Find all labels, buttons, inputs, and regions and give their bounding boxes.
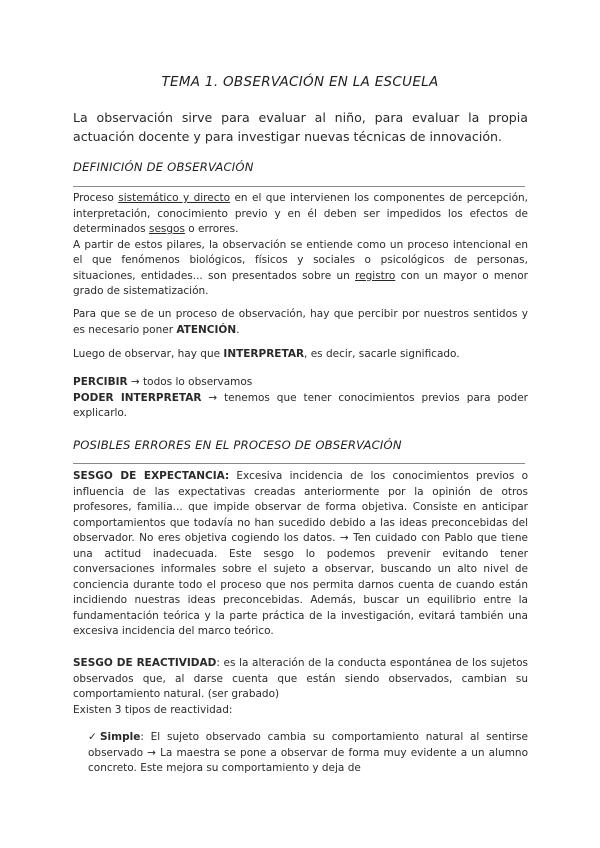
section-heading-definicion: DEFINICIÓN DE OBSERVACIÓN — [73, 160, 254, 174]
underlined-term: sesgos — [148, 223, 185, 235]
interpret-paragraph: Luego de observar, hay que INTERPRETAR, es decir, sacarle significado. — [73, 348, 460, 360]
underlined-term: sistemático y directo — [118, 192, 231, 204]
definition-paragraph: Proceso sistemático y directo en el que intervienen los componentes de percepción, interpretación, conocimiento previo y en él deben ser impedidos los efectos de determinados sesgos o errores. — [73, 192, 528, 235]
section-divider — [73, 463, 525, 464]
percibir-line: PERCIBIR → todos lo observamos — [73, 376, 253, 388]
reactividad-types-line: Existen 3 tipos de reactividad: — [73, 703, 233, 716]
intro-paragraph: La observación sirve para evaluar al niño, para evaluar la propia actuación docente y para investigar nuevas técnicas de innovación. — [73, 110, 528, 144]
sesgo-reactividad-paragraph: SESGO DE REACTIVIDAD: es la alteración de la conducta espontánea de los sujetos observados que, al darse cuenta que están siendo observados, cambian su comportamiento natural. (ser grabado) Existen 3 tipos de reactividad: — [73, 656, 528, 718]
underlined-term: registro — [355, 269, 396, 282]
pillars-paragraph: A partir de estos pilares, la observación se entiende como un proceso intencional en el que fenómenos biológicos, físicos y sociales o psicológicos de personas, situaciones, entidades... son presentados sobre un registro con un mayor o menor grado de sistematización. — [73, 238, 528, 297]
attention-paragraph: Para que se de un proceso de observación, hay que percibir por nuestros sentidos y es necesario poner ATENCIÓN. — [73, 308, 528, 336]
list-item: ✓ Simple: El sujeto observado cambia su comportamiento natural al sentirse observado → La maestra se pone a observar de forma muy evidente a un alumno concreto. Este mejora su comportamiento y deja de — [88, 731, 528, 774]
interpretar-line: PODER INTERPRETAR → tenemos que tener conocimientos previos para poder explicarlo. — [73, 391, 528, 419]
percibir-lines — [73, 375, 528, 422]
section-heading-errores: POSIBLES ERRORES EN EL PROCESO DE OBSERVACIÓN — [73, 438, 402, 452]
sesgo-expectancia-paragraph: SESGO DE EXPECTANCIA: Excesiva incidencia de los conocimientos previos o influencia de las expectativas creadas anteriormente por la opinión de otros profesores, familia... que impide observar de forma objetiva. Consiste en anticipar comportamientos que todavía no han sucedido debido a las ideas preconcebidas del observador. No eres objetiva cogiendo los datos. → Ten cuidado con Pablo que tiene una actitud inadecuada. Este sesgo lo podemos prevenir evitando tener conversaciones informales sobre el sujeto a observar, buscando un alto nivel de conciencia durante todo el proceso que nos permita darnos cuenta de cuando están incidiendo nuestras ideas preconcebidas. Además, buscar un equilibrio entre la fundamentación teórica y la parte práctica de la investigación, evitará también una excesiva incidencia del marco teórico. — [73, 470, 528, 637]
page-title: TEMA 1. OBSERVACIÓN EN LA ESCUELA — [161, 74, 439, 90]
section-divider — [73, 186, 525, 187]
definition-text — [73, 191, 528, 300]
checkmark-icon: ✓ — [88, 731, 97, 743]
